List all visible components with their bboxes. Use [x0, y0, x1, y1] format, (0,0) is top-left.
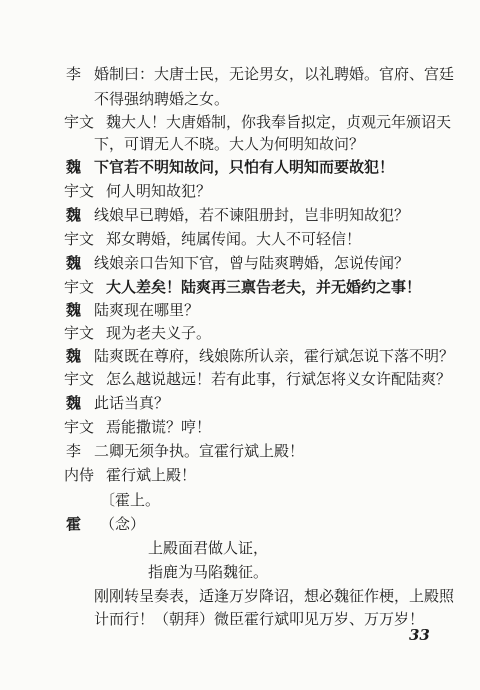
dialogue-continuation [94, 609, 424, 629]
verse-text: 上殿面君做人证， [148, 539, 269, 557]
dialogue-line [66, 393, 169, 413]
dialogue-continuation [94, 89, 229, 109]
speaker-name: 魏 [66, 206, 82, 224]
dialogue-line [64, 229, 361, 249]
dialogue-text: 下官若不明知故问，只怕有人明知而要故犯！ [94, 158, 395, 176]
dialogue-line [64, 277, 421, 297]
stage-direction-text: 〔霍上。 [100, 491, 161, 509]
dialogue-text: 线娘早已聘婚，若不谏阻册封，岂非明知故犯？ [94, 206, 410, 224]
speaker-name: 宇文 [64, 324, 95, 342]
dialogue-line [64, 465, 196, 485]
dialogue-line [64, 181, 211, 201]
dialogue-text: 现为老夫义子。 [106, 324, 212, 342]
dialogue-text: 刚刚转呈奏表，适逢万岁降诏，想必魏征作梗，上殿照 [94, 587, 455, 605]
speaker-name: 魏 [66, 254, 82, 272]
dialogue-line [66, 346, 454, 366]
dialogue-text: 霍行斌上殿！ [106, 466, 197, 484]
speaker-name: 宇文 [64, 370, 95, 388]
speaker-name: 宇文 [64, 278, 95, 296]
speaker-name: 宇文 [64, 230, 95, 248]
speaker-name: 魏 [66, 347, 82, 365]
speaker-name: 内侍 [64, 466, 95, 484]
dialogue-line [64, 112, 451, 132]
dialogue-text: 怎么越说越远！若有此事，行斌怎将义女许配陆爽？ [106, 370, 452, 388]
dialogue-text: 婚制曰：大唐士民，无论男女，以礼聘婚。官府、宫廷 [94, 65, 455, 83]
dialogue-line [66, 441, 304, 461]
page-number: 33 [409, 626, 430, 644]
dialogue-text: 何人明知故犯？ [106, 182, 212, 200]
dialogue-text: 陆爽现在哪里？ [94, 301, 200, 319]
speaker-name: 宇文 [64, 418, 95, 436]
speaker-name: 魏 [66, 301, 82, 319]
dialogue-line [64, 417, 211, 437]
dialogue-text: （念） [100, 515, 146, 533]
dialogue-text: 魏大人！大唐婚制，你我奉旨拟定，贞观元年颁诏天 [106, 113, 452, 131]
dialogue-continuation [94, 134, 364, 154]
speaker-name: 宇文 [64, 182, 95, 200]
dialogue-line [66, 300, 199, 320]
speaker-name: 魏 [66, 394, 82, 412]
dialogue-line [66, 157, 394, 177]
speaker-name: 霍 [66, 515, 82, 533]
speaker-name: 魏 [66, 158, 82, 176]
dialogue-line [66, 253, 409, 273]
verse-line [148, 538, 268, 558]
dialogue-line [64, 369, 451, 389]
dialogue-continuation [94, 586, 454, 606]
dialogue-text: 大人差矣！陆爽再三禀告老夫，并无婚约之事！ [106, 278, 422, 296]
verse-line [148, 562, 268, 582]
dialogue-text: 不得强纳聘婚之女。 [94, 90, 230, 108]
dialogue-text: 二卿无须争执。宣霍行斌上殿！ [94, 442, 305, 460]
dialogue-text: 下，可谓无人不晓。大人为何明知故问？ [94, 135, 365, 153]
dialogue-text: 此话当真？ [94, 394, 170, 412]
dialogue-text: 陆爽既在尊府，线娘陈所认亲，霍行斌怎说下落不明？ [94, 347, 455, 365]
verse-text: 指鹿为马陷魏征。 [148, 563, 269, 581]
dialogue-text: 线娘亲口告知下官，曾与陆爽聘婚，怎说传闻？ [94, 254, 410, 272]
stage-direction [100, 490, 160, 510]
speaker-name: 李 [66, 65, 82, 83]
dialogue-line [66, 514, 145, 534]
speaker-name: 李 [66, 442, 82, 460]
dialogue-line [66, 64, 454, 84]
dialogue-line [66, 205, 409, 225]
dialogue-text: 计而行！（朝拜）微臣霍行斌叩见万岁、万万岁！ [94, 610, 425, 628]
dialogue-text: 焉能撒谎？哼！ [106, 418, 212, 436]
dialogue-line [64, 323, 211, 343]
dialogue-text: 郑女聘婚，纯属传闻。大人不可轻信！ [106, 230, 362, 248]
speaker-name: 宇文 [64, 113, 95, 131]
